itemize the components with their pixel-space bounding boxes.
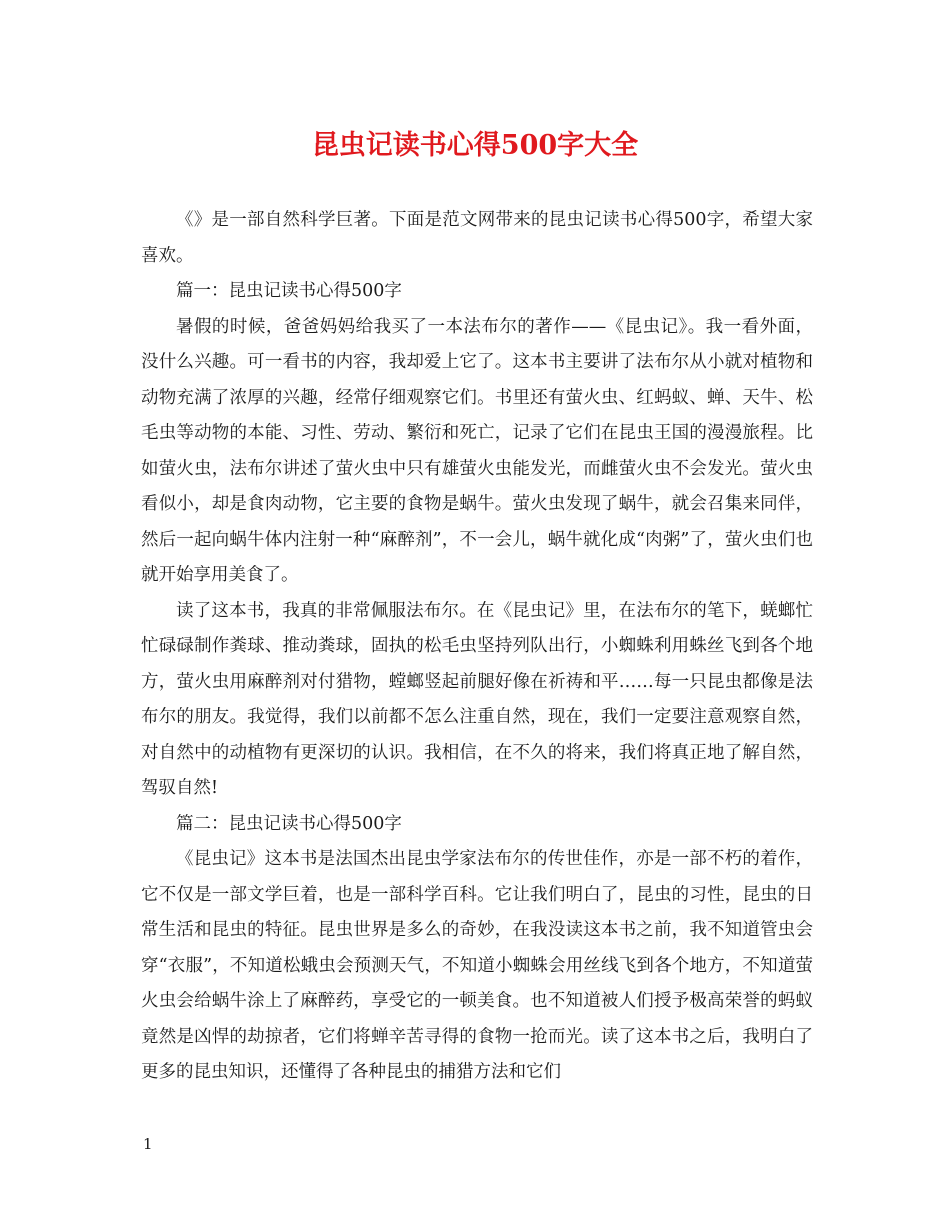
- body-paragraph: 暑假的时候，爸爸妈妈给我买了一本法布尔的著作——《昆虫记》。我一看外面，没什么兴趣。可一看书的内容，我却爱上它了。这本书主要讲了法布尔从小就对植物和动物充满了浓厚的兴趣，经常仔细观察它们。书里还有萤火虫、红蚂蚁、蝉、天牛、松毛虫等动物的本能、习性、劳动、繁衍和死亡，记录了它们在昆虫王国的漫漫旅程。比如萤火虫，法布尔讲述了萤火虫中只有雄萤火虫能发光，而雌萤火虫不会发光。萤火虫看似小，却是食肉动物，它主要的食物是蜗牛。萤火虫发现了蜗牛，就会召集来同伴，然后一起向蜗牛体内注射一种“麻醉剂”，不一会儿，蜗牛就化成“肉粥”了，萤火虫们也就开始享用美食了。: [141, 316, 813, 585]
- section-heading-1: 篇一：昆虫记读书心得500字: [176, 281, 402, 301]
- document-body: [141, 203, 813, 1091]
- section-heading-2: 篇二：昆虫记读书心得500字: [176, 813, 402, 834]
- document-title: 昆虫记读书心得500字大全: [311, 130, 639, 161]
- intro-paragraph: 《》是一部自然科学巨著。下面是范文网带来的昆虫记读书心得500字，希望大家喜欢。: [141, 210, 813, 266]
- body-paragraph: 读了这本书，我真的非常佩服法布尔。在《昆虫记》里，在法布尔的笔下，蜣螂忙忙碌碌制作粪球、推动粪球，固执的松毛虫坚持列队出行，小蜘蛛利用蛛丝飞到各个地方，萤火虫用麻醉剂对付猎物，螳螂竖起前腿好像在祈祷和平……每一只昆虫都像是法布尔的朋友。我觉得，我们以前都不怎么注重自然，现在，我们一定要注意观察自然，对自然中的动植物有更深切的认识。我相信，在不久的将来，我们将真正地了解自然，驾驭自然!: [141, 600, 813, 798]
- page-number: 1: [143, 1135, 153, 1153]
- body-paragraph: 《昆虫记》这本书是法国杰出昆虫学家法布尔的传世佳作，亦是一部不朽的着作，它不仅是一部文学巨着，也是一部科学百科。它让我们明白了，昆虫的习性，昆虫的日常生活和昆虫的特征。昆虫世界是多么的奇妙，在我没读这本书之前，我不知道管虫会穿“衣服”，不知道松蛾虫会预测天气，不知道小蜘蛛会用丝线飞到各个地方，不知道萤火虫会给蜗牛涂上了麻醉药，享受它的一顿美食。也不知道被人们授予极高荣誉的蚂蚁竟然是凶悍的劫掠者，它们将蝉辛苦寻得的食物一抢而光。读了这本书之后，我明白了更多的昆虫知识，还懂得了各种昆虫的捕猎方法和它们: [141, 849, 813, 1082]
